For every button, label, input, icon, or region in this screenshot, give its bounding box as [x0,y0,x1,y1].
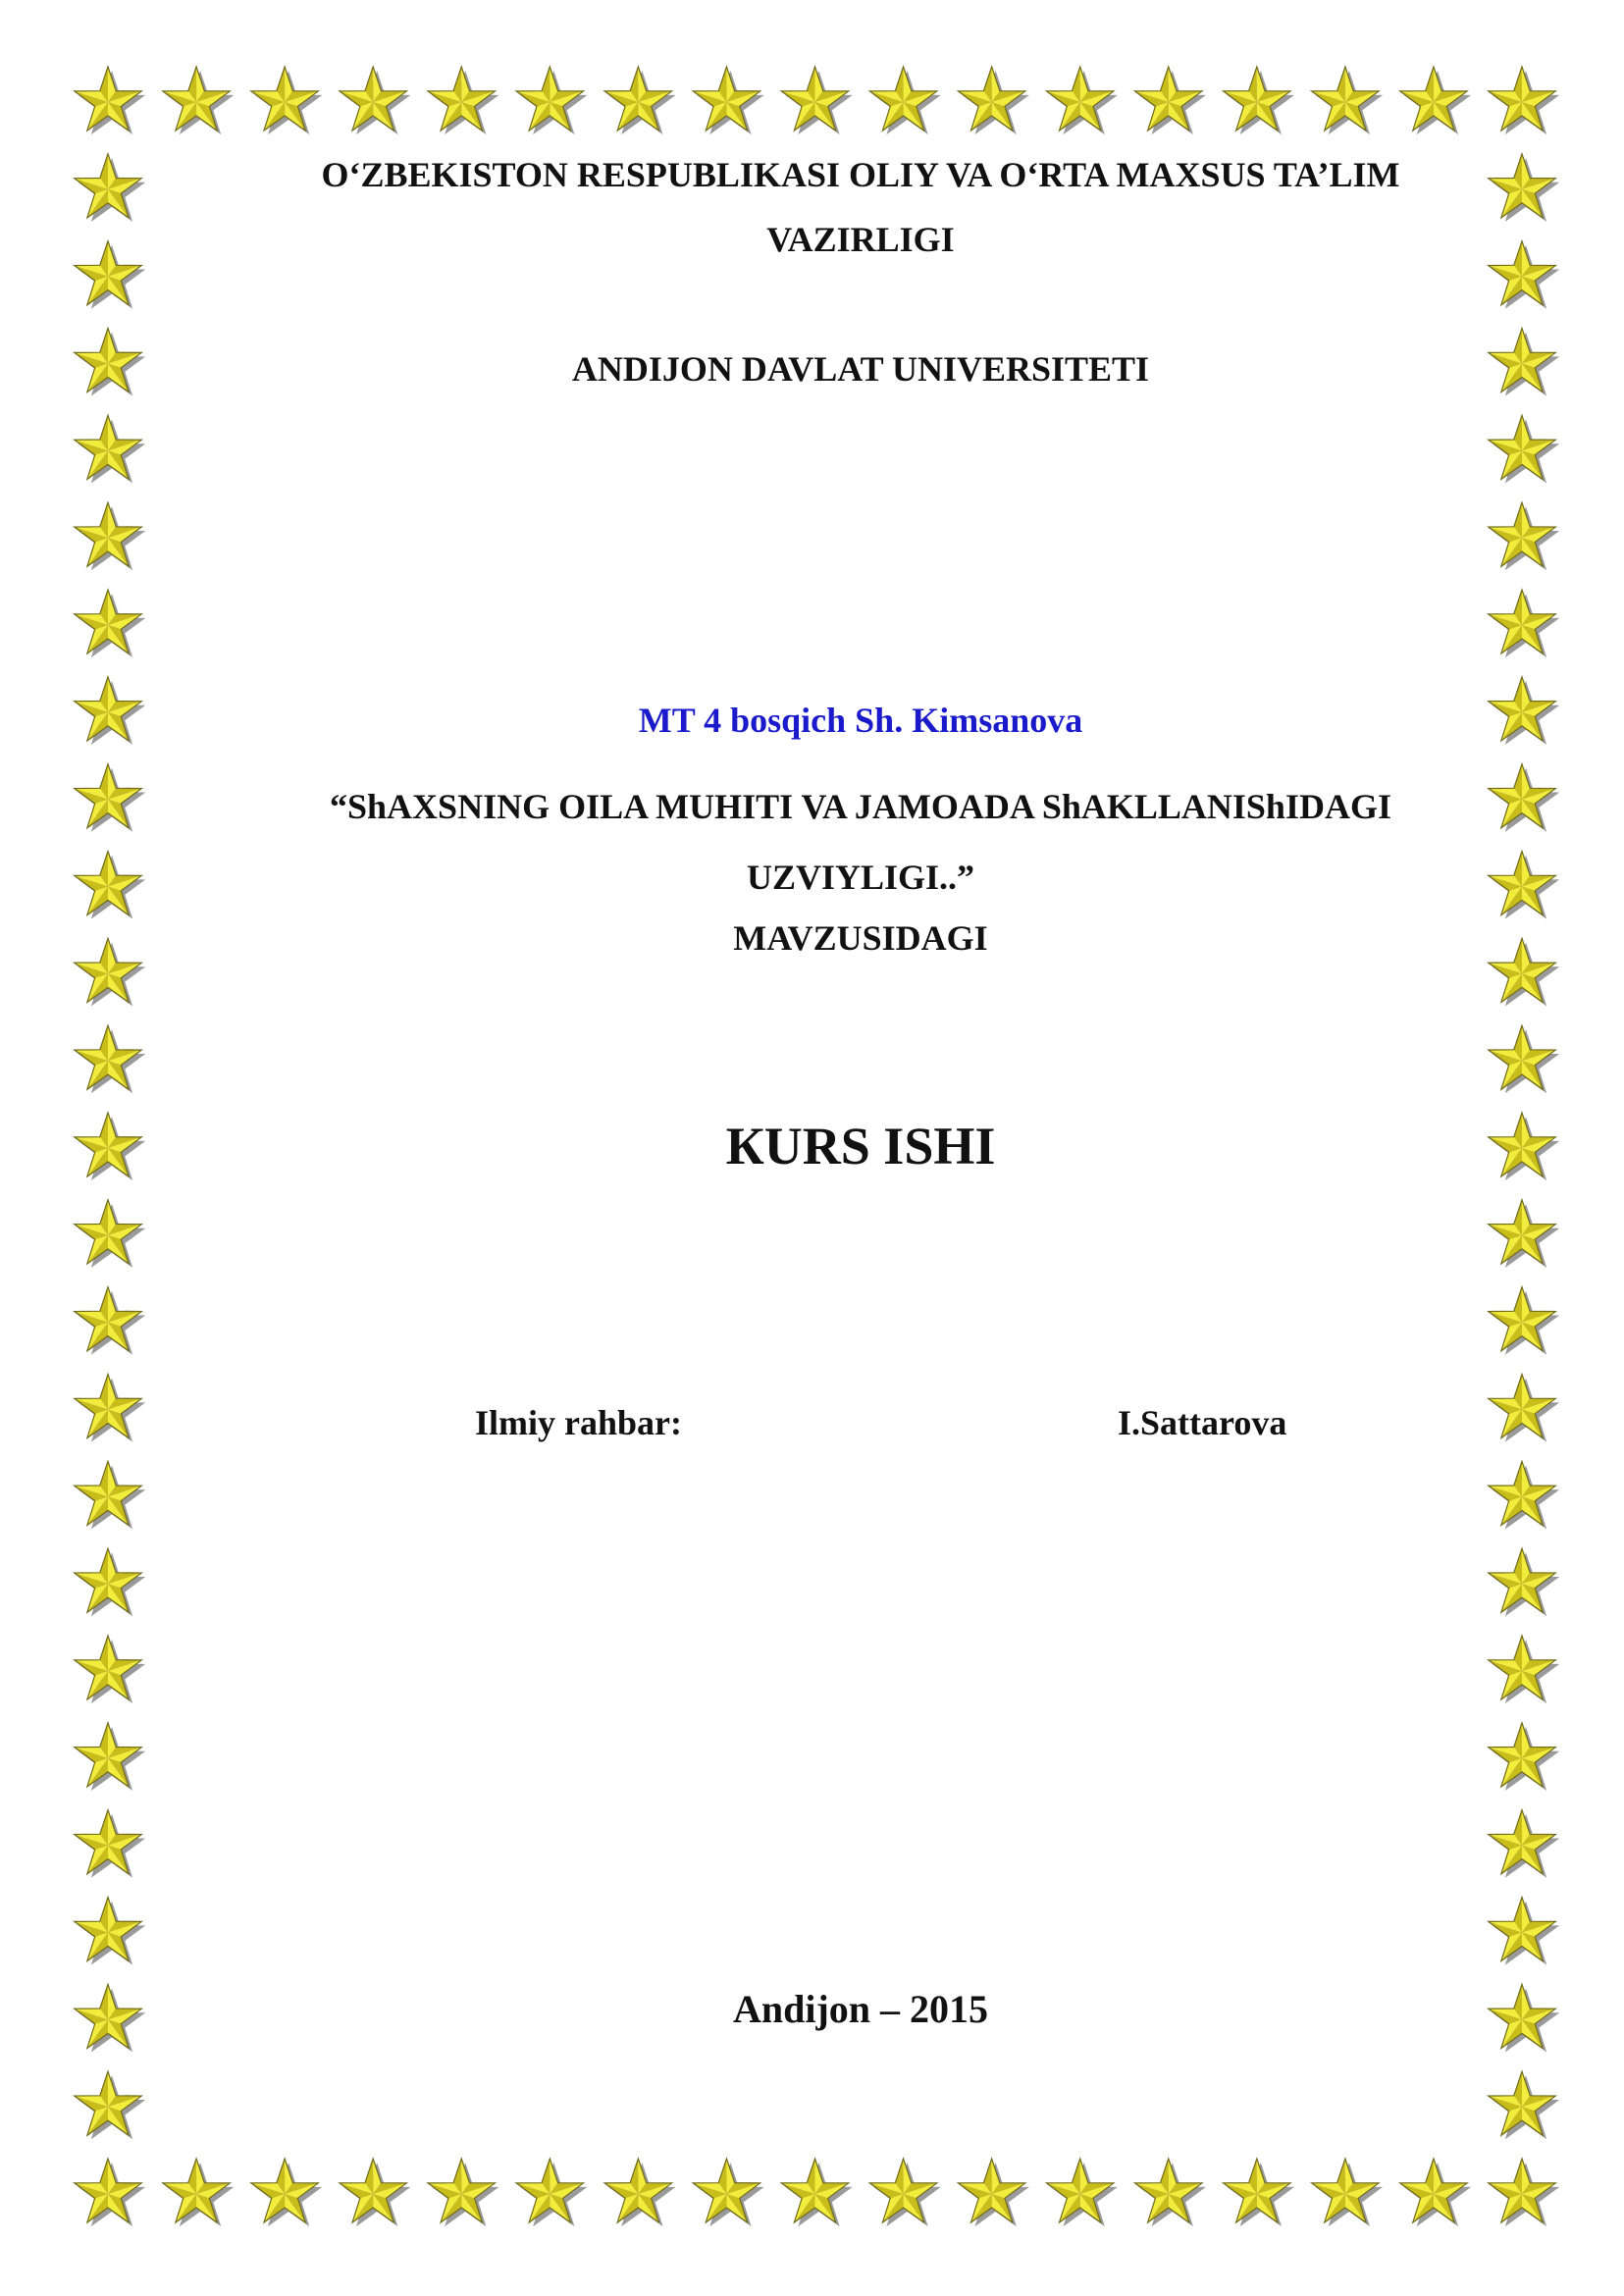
star-icon [75,1375,145,1442]
star-icon [75,67,145,134]
ministry-title-line-1: O‘ZBEKISTON RESPUBLIKASI OLIY VA O‘RTA MAXSUS TA’LIM [321,155,1400,194]
star-icon [75,677,145,745]
star-icon [75,329,145,396]
star-icon [75,1723,145,1791]
star-icon [75,2071,145,2139]
star-icon [1489,67,1559,134]
star-icon [75,154,145,222]
star-icon [340,67,410,134]
star-icon [1489,502,1559,570]
star-icon [163,2159,234,2226]
star-icon [75,1461,145,1529]
star-icon [693,2159,763,2226]
star-icon [1489,1810,1559,1878]
star-icon [1312,67,1383,134]
star-icon [1489,2071,1559,2139]
star-icon [75,1898,145,1965]
star-icon [1489,1898,1559,1965]
star-icon [1224,67,1294,134]
star-icon [1489,1548,1559,1616]
star-icon [1489,1723,1559,1791]
star-icon [75,1287,145,1355]
star-icon [604,67,675,134]
star-icon [1224,2159,1294,2226]
star-icon [781,2159,852,2226]
ministry-title-line-2: VAZIRLIGI [766,220,955,259]
star-icon [604,2159,675,2226]
topic-title-line-3: MAVZUSIDAGI [733,918,988,958]
star-icon [958,2159,1028,2226]
star-icon [958,67,1028,134]
star-icon [1489,677,1559,745]
star-icon [75,1200,145,1268]
star-icon [163,67,234,134]
star-icon [1489,852,1559,919]
star-icon [340,2159,410,2226]
supervisor-name: I.Sattarova [1118,1403,1287,1442]
star-icon [1135,2159,1206,2226]
star-icon [1489,415,1559,483]
star-icon [516,2159,587,2226]
star-icon [1489,329,1559,396]
topic-title-line-2: UZVIYLIGI..” [746,858,975,897]
star-icon [1489,1984,1559,2052]
star-icon [781,67,852,134]
supervisor-label: Ilmiy rahbar: [475,1403,682,1442]
star-icon [251,67,322,134]
star-icon [693,67,763,134]
star-icon [1400,67,1471,134]
place-and-year: Andijon – 2015 [732,1987,989,2031]
star-icon [869,67,940,134]
star-icon [75,938,145,1006]
topic-title-line-1: “ShAXSNING OILA MUHITI VA JAMOADA ShAKLLANIShIDAGI [330,787,1391,826]
star-icon [1489,241,1559,309]
star-icon [1489,154,1559,222]
star-icon [75,1984,145,2052]
star-icon [75,764,145,832]
star-icon [1135,67,1206,134]
star-icon [75,1548,145,1616]
star-icon [1489,938,1559,1006]
star-icon [75,1636,145,1703]
star-icon [1489,1025,1559,1093]
star-icon [1489,1287,1559,1355]
star-icon [1489,1636,1559,1703]
star-icon [75,502,145,570]
star-icon [1046,2159,1117,2226]
star-icon [1400,2159,1471,2226]
star-icon [75,2159,145,2226]
star-icon [75,1810,145,1878]
star-icon [251,2159,322,2226]
star-icon [516,67,587,134]
star-icon [1489,1375,1559,1442]
star-icon [869,2159,940,2226]
star-icon [75,590,145,657]
star-icon [75,1113,145,1180]
star-icon [75,241,145,309]
star-icon [1489,764,1559,832]
star-icon [1489,1200,1559,1268]
star-icon [75,852,145,919]
star-icon [1489,590,1559,657]
document-type-heading: КURS ISHI [725,1117,996,1175]
star-icon [1312,2159,1383,2226]
star-icon [75,415,145,483]
star-icon [1489,2159,1559,2226]
university-name: ANDIJON DAVLAT UNIVERSITETI [571,349,1150,389]
star-icon [75,1025,145,1093]
star-icon [428,2159,498,2226]
star-icon [1489,1461,1559,1529]
star-icon [1489,1113,1559,1180]
student-info: MT 4 bosqich Sh. Kimsanova [638,701,1083,740]
star-icon [1046,67,1117,134]
star-icon [428,67,498,134]
